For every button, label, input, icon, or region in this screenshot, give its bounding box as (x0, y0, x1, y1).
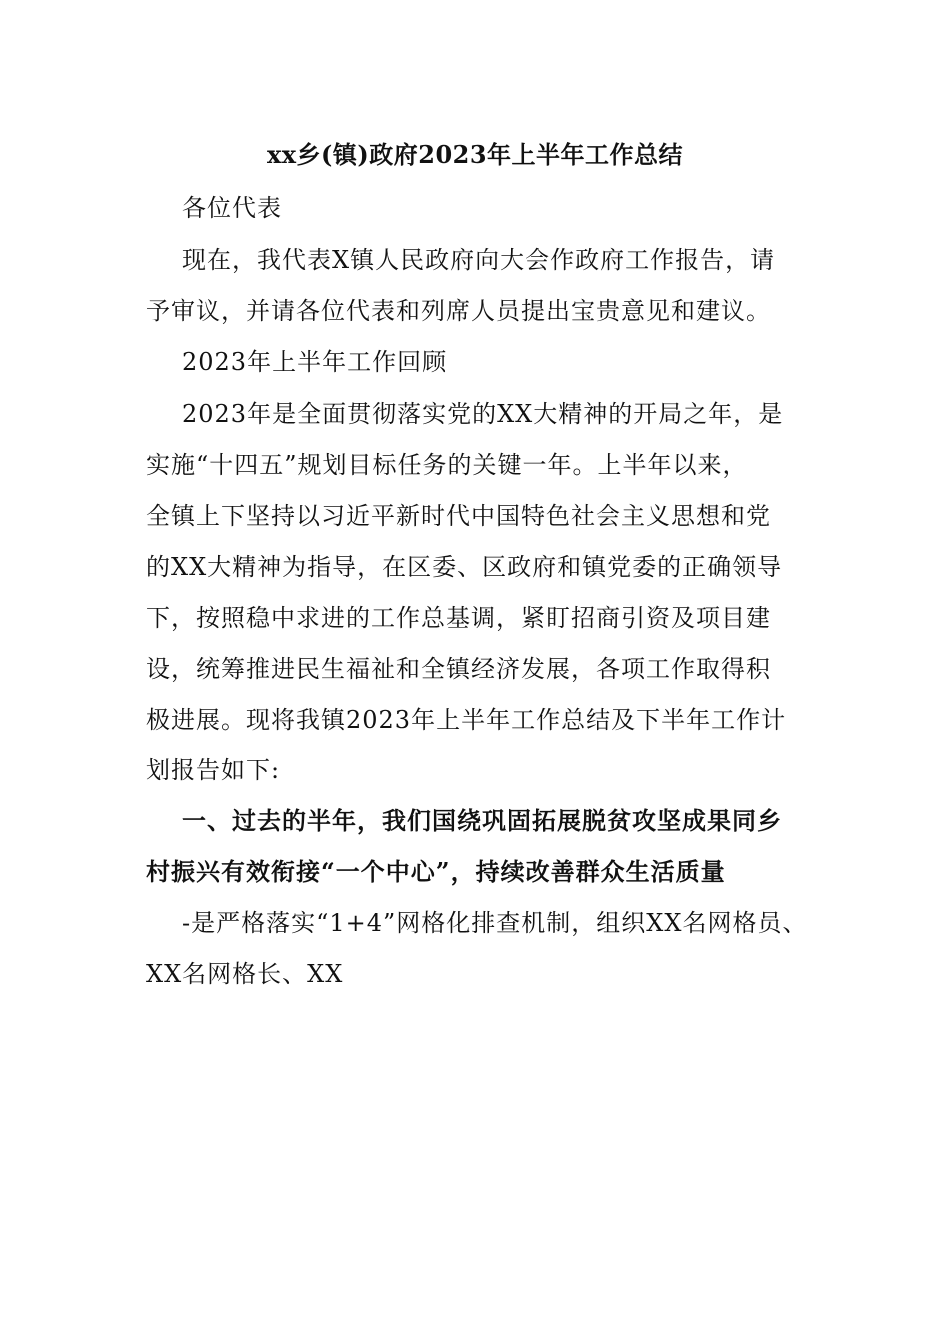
review-line-7: 极进展。现将我镇2023年上半年工作总结及下半年工作计 (146, 706, 787, 734)
review-line-2: 实施“十四五”规划目标任务的关键一年。上半年以来， (146, 451, 748, 479)
heading-one-line-1: 一、过去的半年，我们国绕巩固拓展脱贫攻坚成果同乡 (182, 806, 782, 835)
review-line-1: 2023年是全面贯彻落实党的XX大精神的开局之年，是 (182, 400, 784, 428)
item-one-line-2: XX名网格长、XX (146, 960, 344, 988)
review-line-3: 全镇上下坚持以习近平新时代中国特色社会主义思想和党 (146, 502, 771, 530)
section-review-heading: 2023年上半年工作回顾 (182, 348, 448, 376)
document-title: xx乡(镇)政府2023年上半年工作总结 (266, 140, 684, 169)
heading-one-line-2: 村振兴有效衔接“一个中心”，持续改善群众生活质量 (146, 857, 726, 886)
review-line-6: 设，统筹推进民生福祉和全镇经济发展，各项工作取得积 (146, 655, 771, 683)
review-line-4: 的XX大精神为指导，在区委、区政府和镇党委的正确领导 (146, 553, 783, 581)
intro-line-1: 现在，我代表X镇人民政府向大会作政府工作报告，请 (182, 246, 776, 274)
salutation: 各位代表 (182, 194, 282, 222)
review-line-5: 下，按照稳中求进的工作总基调，紧盯招商引资及项目建 (146, 604, 771, 632)
item-one-line-1: -是严格落实“1+4”网格化排查机制，组织XX名网格员、 (182, 909, 808, 937)
intro-line-2: 予审议，并请各位代表和列席人员提出宝贵意见和建议。 (146, 297, 771, 325)
review-line-8: 划报告如下: (146, 756, 281, 784)
